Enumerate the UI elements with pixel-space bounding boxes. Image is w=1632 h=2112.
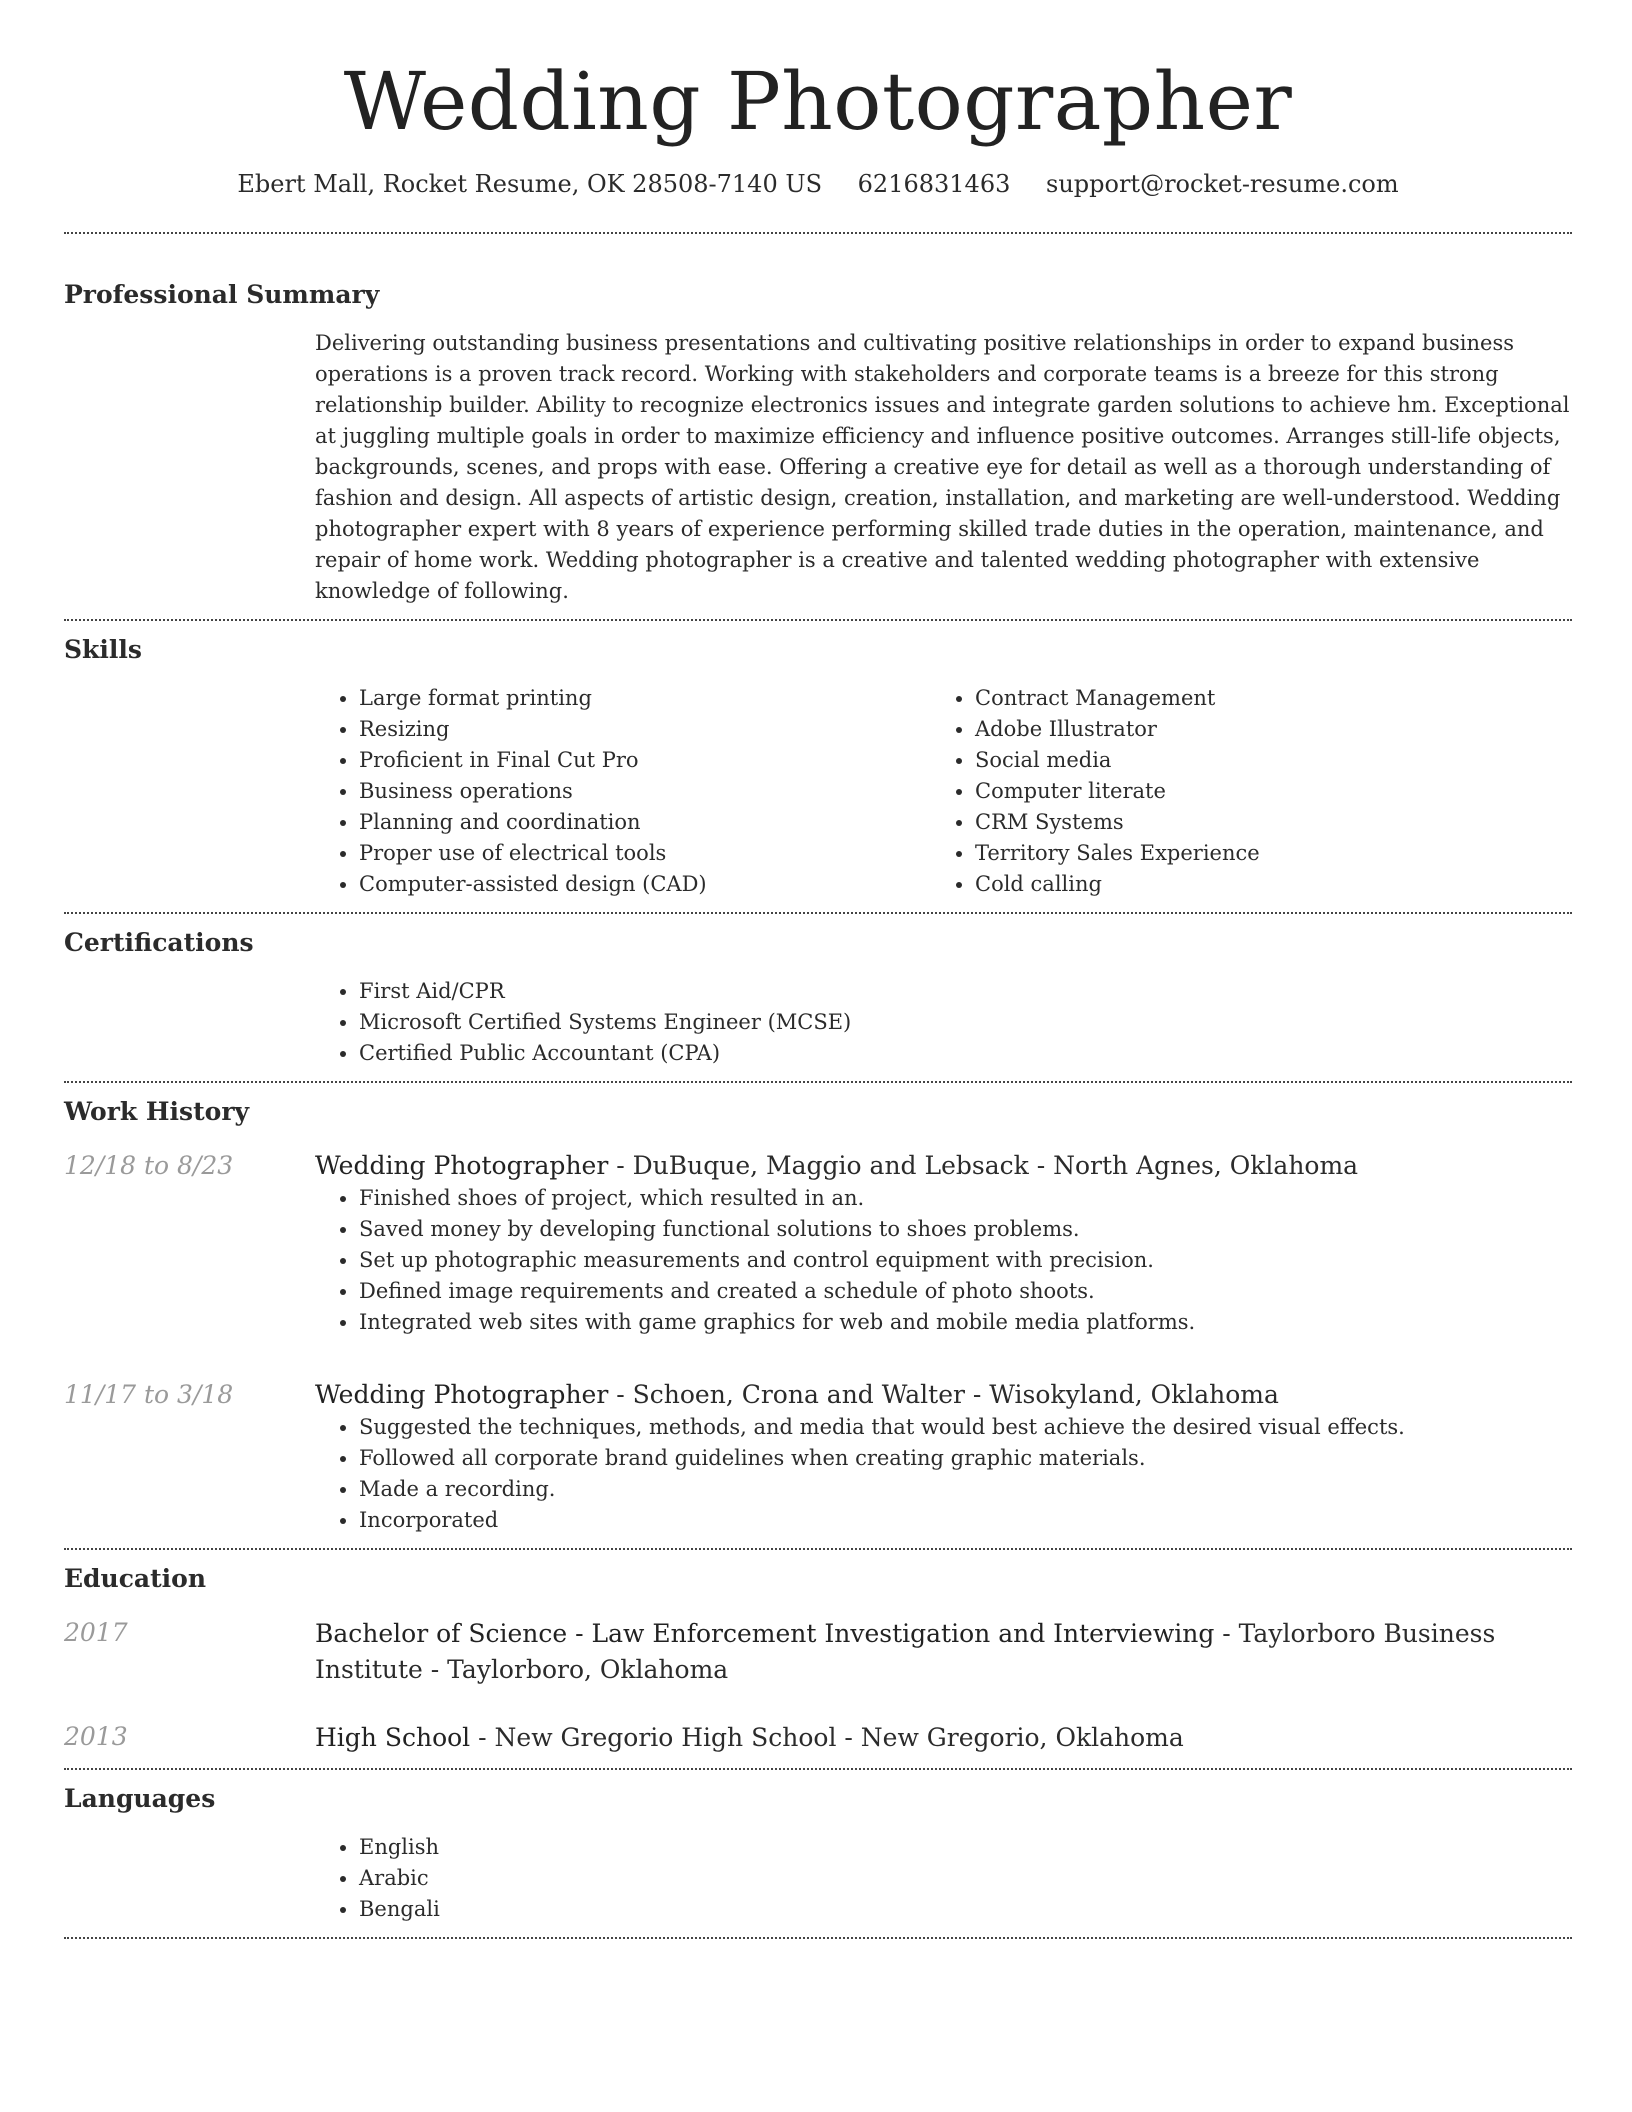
- education-year: 2017: [64, 1618, 128, 1647]
- education-entry: [64, 1616, 1572, 1688]
- languages-section: [64, 1770, 1572, 1925]
- job-employer: - DuBuque, Maggio and Lebsack - North Agnes, Oklahoma: [608, 1151, 1359, 1180]
- skill-item: • Resizing: [359, 714, 931, 745]
- summary-section: [64, 234, 1572, 607]
- language-item: • Bengali: [359, 1894, 1572, 1925]
- certifications-heading: Certifications: [64, 928, 254, 957]
- skill-item: • Social media: [975, 745, 1547, 776]
- job-entry: [64, 1149, 1572, 1338]
- job-bullet: • Set up photographic measurements and control equipment with precision.: [359, 1245, 1572, 1276]
- job-bullets: [315, 1183, 1572, 1338]
- skills-heading: Skills: [64, 635, 142, 664]
- job-dates: 12/18 to 8/23: [64, 1151, 234, 1180]
- skill-item: • Cold calling: [975, 869, 1547, 900]
- job-employer: - Schoen, Crona and Walter - Wisokyland, Oklahoma: [608, 1380, 1279, 1409]
- job-bullet: • Integrated web sites with game graphics for web and mobile media platforms.: [359, 1307, 1572, 1338]
- skill-item: • Adobe Illustrator: [975, 714, 1547, 745]
- languages-list: [315, 1832, 1572, 1925]
- skill-item: • Territory Sales Experience: [975, 838, 1547, 869]
- skills-column-right: [931, 683, 1547, 900]
- skills-section: [64, 621, 1572, 900]
- job-heading: [315, 1149, 1572, 1183]
- skills-grid: [315, 683, 1572, 900]
- skill-item: • Planning and coordination: [359, 807, 931, 838]
- job-bullet: • Saved money by developing functional solutions to shoes problems.: [359, 1214, 1572, 1245]
- contact-email: support@rocket-resume.com: [1046, 170, 1399, 198]
- education-heading-line: [315, 1720, 1572, 1756]
- work-history-section: [64, 1083, 1572, 1536]
- skill-item: • Business operations: [359, 776, 931, 807]
- section-divider: [64, 1937, 1572, 1939]
- education-body: [315, 1616, 1572, 1688]
- skill-item: • CRM Systems: [975, 807, 1547, 838]
- education-entry: [64, 1720, 1572, 1756]
- job-heading: [315, 1378, 1572, 1412]
- contact-phone: 6216831463: [857, 170, 1011, 198]
- contact-line: [64, 168, 1572, 200]
- contact-address: Ebert Mall, Rocket Resume, OK 28508-7140 US: [237, 170, 823, 198]
- job-bullet: • Defined image requirements and created a schedule of photo shoots.: [359, 1276, 1572, 1307]
- skill-item: • Computer literate: [975, 776, 1547, 807]
- job-bullet: • Finished shoes of project, which resulted in an.: [359, 1183, 1572, 1214]
- languages-heading: Languages: [64, 1784, 216, 1813]
- skill-item: • Proficient in Final Cut Pro: [359, 745, 931, 776]
- education-degree: High School: [315, 1723, 471, 1752]
- resume-header: [64, 0, 1572, 200]
- job-bullet: • Suggested the techniques, methods, and media that would best achieve the desired visual effects.: [359, 1412, 1572, 1443]
- summary-text: Delivering outstanding business presentations and cultivating positive relationships in order to expand business operations is a proven track record. Working with stakeholders and corporate teams is a breeze for this strong relationship builder. Ability to recognize electronics issues and integrate garden solutions to achieve hm. Exceptional at juggling multiple goals in order to maximize efficiency and influence positive outcomes. Arranges still-life objects, backgrounds, scenes, and props with ease. Offering a creative eye for detail as well as a thorough understanding of fashion and design. All aspects of artistic design, creation, installation, and marketing are well-understood. Wedding photographer expert with 8 years of experience performing skilled trade duties in the operation, maintenance, and repair of home work. Wedding photographer is a creative and talented wedding photographer with extensive knowledge of following.: [315, 331, 1570, 603]
- education-heading: Education: [64, 1564, 207, 1593]
- skills-column-left: [315, 683, 931, 900]
- job-bullet: • Made a recording.: [359, 1474, 1572, 1505]
- job-bullets: [315, 1412, 1572, 1536]
- job-body: [315, 1149, 1572, 1338]
- job-title: Wedding Photographer: [315, 1151, 609, 1180]
- education-school: - New Gregorio High School - New Gregorio, Oklahoma: [470, 1723, 1184, 1752]
- job-body: [315, 1378, 1572, 1536]
- education-school: - Taylorboro Business Institute - Taylorboro, Oklahoma: [315, 1619, 1496, 1684]
- job-entry: [64, 1378, 1572, 1536]
- skill-item: • Large format printing: [359, 683, 931, 714]
- job-title: Wedding Photographer: [315, 1380, 609, 1409]
- skill-item: • Proper use of electrical tools: [359, 838, 931, 869]
- language-item: • Arabic: [359, 1863, 1572, 1894]
- summary-heading: Professional Summary: [64, 280, 380, 309]
- job-bullet: • Incorporated: [359, 1505, 1572, 1536]
- skill-item: • Computer-assisted design (CAD): [359, 869, 931, 900]
- job-dates: 11/17 to 3/18: [64, 1380, 234, 1409]
- certification-item: • First Aid/CPR: [359, 976, 1572, 1007]
- education-year: 2013: [64, 1722, 128, 1751]
- certification-item: • Certified Public Accountant (CPA): [359, 1038, 1572, 1069]
- skill-item: • Contract Management: [975, 683, 1547, 714]
- certifications-list: [315, 976, 1572, 1069]
- education-body: [315, 1720, 1572, 1756]
- candidate-name: Wedding Photographer: [343, 55, 1293, 148]
- language-item: • English: [359, 1832, 1572, 1863]
- work-history-heading: Work History: [64, 1097, 250, 1126]
- certification-item: • Microsoft Certified Systems Engineer (MCSE): [359, 1007, 1572, 1038]
- education-heading-line: [315, 1616, 1572, 1688]
- education-section: [64, 1550, 1572, 1756]
- education-degree: Bachelor of Science - Law Enforcement Investigation and Interviewing: [315, 1619, 1215, 1648]
- resume-page: [64, 0, 1572, 1939]
- certifications-section: [64, 914, 1572, 1069]
- job-bullet: • Followed all corporate brand guidelines when creating graphic materials.: [359, 1443, 1572, 1474]
